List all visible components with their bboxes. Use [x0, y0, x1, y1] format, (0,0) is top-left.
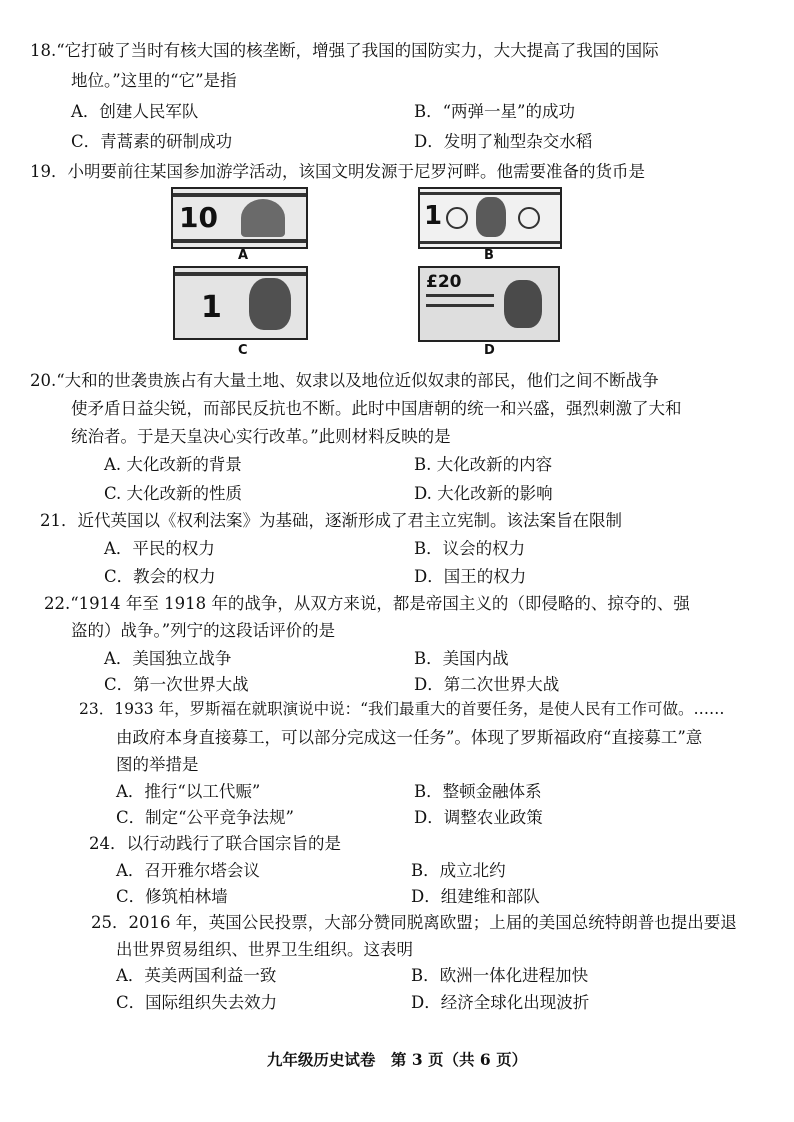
question-text: 图的举措是	[116, 755, 199, 774]
option-c[interactable]: C．第一次世界大战	[104, 675, 249, 694]
banknote-value: £20	[426, 272, 462, 292]
option-b[interactable]: B．整顿金融体系	[414, 782, 542, 801]
option-c[interactable]: C．修筑柏林墙	[116, 887, 228, 906]
option-d[interactable]: D．发明了籼型杂交水稻	[414, 132, 593, 151]
question-text: 由政府本身直接募工，可以部分完成这一任务”。体现了罗斯福政府“直接募工”意	[116, 728, 703, 747]
option-b[interactable]: B．成立北约	[411, 861, 506, 880]
option-d[interactable]: D．组建维和部队	[411, 887, 540, 906]
option-d[interactable]: D．调整农业政策	[414, 808, 543, 827]
option-d[interactable]: D．国王的权力	[414, 567, 527, 586]
question-text: 出世界贸易组织、世界卫生组织。这表明	[116, 940, 413, 959]
question-text: 25．2016 年，英国公民投票，大部分赞同脱离欧盟；上届的美国总统特朗普也提出要退	[91, 913, 737, 932]
question-text: 22.“1914 年至 1918 年的战争，从双方来说，都是帝国主义的（即侵略的、掠夺的、强	[44, 594, 690, 613]
option-b[interactable]: B．“两弹一星”的成功	[414, 102, 575, 121]
banknote-value: 10	[179, 201, 218, 234]
question-text: 20.“大和的世袭贵族占有大量土地、奴隶以及地位近似奴隶的部民，他们之间不断战争	[30, 371, 659, 390]
option-a[interactable]: A．召开雅尔塔会议	[116, 861, 260, 880]
page-footer: 九年级历史试卷 第 3 页（共 6 页）	[266, 1050, 528, 1069]
banknote-value: 1	[424, 201, 443, 231]
option-a[interactable]: A．创建人民军队	[71, 102, 199, 121]
banknote-value: 1	[201, 290, 222, 325]
option-a[interactable]: A．平民的权力	[104, 539, 215, 558]
banknote-b-label: B	[484, 248, 494, 263]
banknote-c-label: C	[238, 343, 248, 358]
question-text: 23．1933 年，罗斯福在就职演说中说：“我们最重大的首要任务，是使人民有工作可做。……	[79, 700, 725, 718]
option-c[interactable]: C．青蒿素的研制成功	[71, 132, 233, 151]
option-b[interactable]: B．欧洲一体化进程加快	[411, 966, 589, 985]
banknote-a-label: A	[238, 248, 249, 263]
question-text: 使矛盾日益尖锐，而部民反抗也不断。此时中国唐朝的统一和兴盛，强烈刺激了大和	[71, 399, 682, 418]
question-text: 盗的）战争。”列宁的这段话评价的是	[71, 621, 336, 640]
option-d[interactable]: D. 大化改新的影响	[414, 484, 553, 503]
banknote-a-image[interactable]	[171, 187, 308, 249]
banknote-d-image[interactable]	[418, 266, 560, 342]
option-c[interactable]: C．教会的权力	[104, 567, 216, 586]
option-d[interactable]: D．第二次世界大战	[414, 675, 560, 694]
option-a[interactable]: A．美国独立战争	[104, 649, 232, 668]
question-text: 18.“它打破了当时有核大国的核垄断，增强了我国的国防实力，大大提高了我国的国际	[30, 41, 659, 60]
question-text: 24．以行动践行了联合国宗旨的是	[89, 834, 341, 853]
banknote-d-label: D	[484, 343, 495, 358]
option-a[interactable]: A. 大化改新的背景	[104, 455, 242, 474]
question-text: 地位。”这里的“它”是指	[71, 71, 237, 90]
option-b[interactable]: B．议会的权力	[414, 539, 526, 558]
option-c[interactable]: C．制定“公平竞争法规”	[116, 808, 294, 827]
option-c[interactable]: C. 大化改新的性质	[104, 484, 243, 503]
option-b[interactable]: B．美国内战	[414, 649, 509, 668]
option-a[interactable]: A．英美两国利益一致	[116, 966, 277, 985]
question-text: 统治者。于是天皇决心实行改革。”此则材料反映的是	[71, 427, 451, 446]
option-d[interactable]: D．经济全球化出现波折	[411, 993, 590, 1012]
question-text: 21．近代英国以《权利法案》为基础，逐渐形成了君主立宪制。该法案旨在限制	[40, 511, 622, 530]
question-text: 19．小明要前往某国参加游学活动，该国文明发源于尼罗河畔。他需要准备的货币是	[30, 162, 645, 181]
option-b[interactable]: B. 大化改新的内容	[414, 455, 553, 474]
banknote-c-image[interactable]	[173, 266, 308, 340]
option-c[interactable]: C．国际组织失去效力	[116, 993, 278, 1012]
banknote-b-image[interactable]	[418, 187, 562, 249]
option-a[interactable]: A．推行“以工代赈”	[116, 782, 261, 801]
